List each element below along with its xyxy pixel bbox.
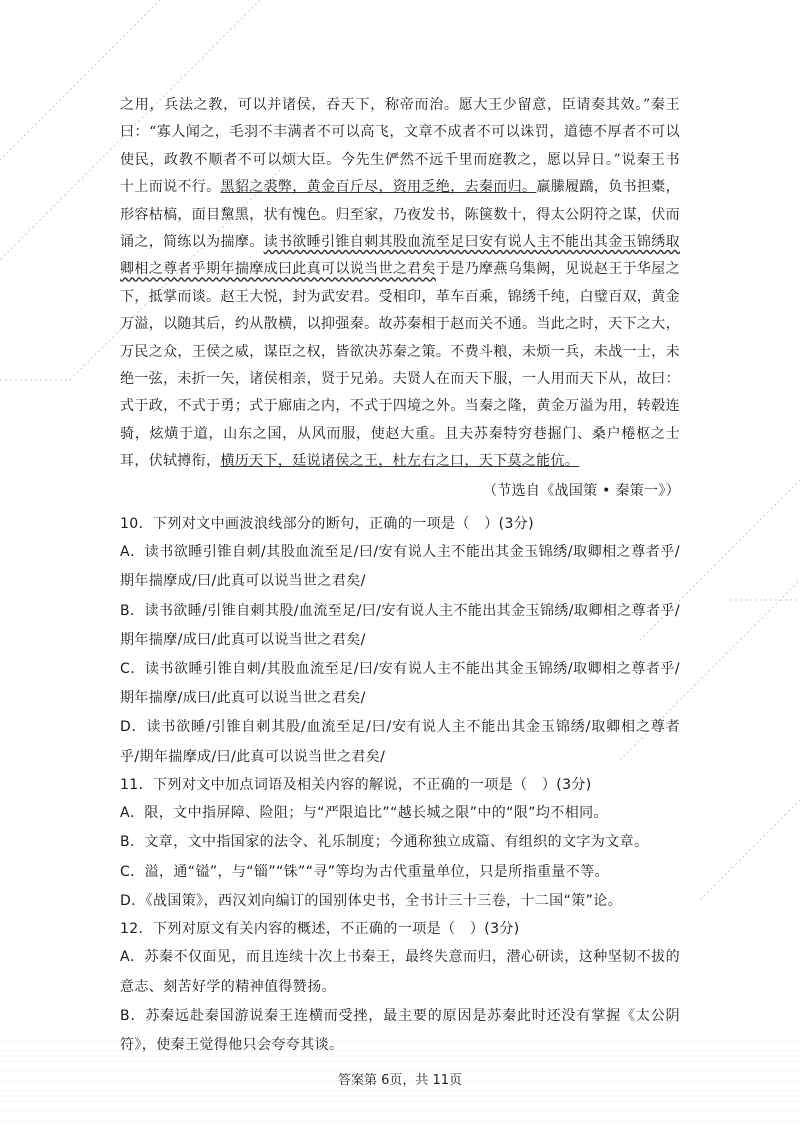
option-a: A．读书欲睡引锥自刺/其股血流至足/曰/安有说人主不能出其金玉锦绣/取卿相之尊者乎/期年揣摩成/曰/此真可以说当世之君矣/ <box>120 544 680 590</box>
question-stem: 11．下列对文中加点词语及相关内容的解说，不正确的一项是（ ）(3分) <box>120 776 592 793</box>
option-a: A．苏秦不仅面见，而且连续十次上书秦王，最终失意而归，潜心研读，这种坚韧不拔的意志、刻苦好学的精神值得赞扬。 <box>120 949 680 995</box>
question-12 <box>120 916 680 1060</box>
option-b: B．苏秦远赴秦国游说秦王连横而受挫，最主要的原因是苏秦此时还没有掌握《太公阴符》，使秦王觉得他只会夸夸其谈。 <box>120 1007 680 1053</box>
questions <box>120 511 680 1060</box>
underlined-sentence-1: 黑貂之裘弊，黄金百斤尽，资用乏绝，去秦而归。 <box>220 179 537 196</box>
option-c: C．读书欲睡引锥自刺/其股血流至足/曰/安有说人主不能出其金玉锦绣/取卿相之尊者乎/期年揣摩/成曰/此真可以说当世之君矣/ <box>120 660 680 707</box>
page-content <box>120 92 680 1060</box>
question-10 <box>120 511 680 772</box>
wavy-underlined-section: 读书欲睡引锥自刺其股血流至足曰安有说人主不能出其金玉锦绣取卿相之尊者乎期年揣摩成曰此真可以说当世之君矣 <box>120 234 680 278</box>
option-b: B．文章，文中指国家的法令、礼乐制度；今通称独立成篇、有组织的文字为文章。 <box>120 834 649 851</box>
source-citation: （节选自《战国策 • 秦策一》） <box>483 482 680 499</box>
question-stem: 10．下列对文中画波浪线部分的断句，正确的一项是（ ）(3分) <box>120 515 535 532</box>
question-stem: 12．下列对原文有关内容的概述，不正确的一项是（ ）(3分) <box>120 920 520 937</box>
passage-text <box>120 92 680 476</box>
option-b: B．读书欲睡/引锥自刺其股/血流至足/曰/安有说人主不能出其金玉锦绣/取卿相之尊者乎/期年揣摩/成曰/此真可以说当世之君矣/ <box>120 602 680 648</box>
passage-part-1: 之用，兵法之教，可以并诸侯，吞天下，称帝而治。愿大王少留意，臣请奏其效。”秦王曰：“寡人闻之，毛羽不丰满者不可以高飞，文章不成者不可以诛罚，道德不厚者不可以使民，政教不顺者不可以烦大臣。今先生俨然不远千里而庭教之，愿以异日。”说秦王书十上而说不行。 <box>120 97 680 196</box>
option-d: D．读书欲睡/引锥自刺其股/血流至足/曰/安有说人主不能出其金玉锦绣/取卿相之尊者乎/期年揣摩成/曰/此真可以说当世之君矣/ <box>120 719 680 765</box>
option-c: C．溢，通“镒”，与“锱”“铢”“寻”等均为古代重量单位，只是所指重量不等。 <box>120 863 609 880</box>
passage <box>120 92 680 476</box>
page-footer: 答案第 6页，共 11页 <box>337 1073 463 1088</box>
passage-part-2: 羸縢履蹻，负书担橐，形容枯槁，面目黧黑，状有愧色。归至家，乃夜发书，陈箧数十，得太公阴符之谋，伏而诵之，简练以为揣摩。 <box>120 179 681 251</box>
option-a: A．限，文中指屏障、险阻；与“严限追比”“越长城之限”中的“限”均不相同。 <box>120 805 608 822</box>
option-d: D．《战国策》，西汉刘向编订的国别体史书，全书计三十三卷，十二国“策”论。 <box>120 892 623 909</box>
underlined-sentence-2: 横历天下，廷说诸侯之王，杜左右之口，天下莫之能伉。 <box>220 453 580 470</box>
passage-part-3: 于是乃摩燕乌集阙，见说赵王于华屋之下，抵掌而谈。赵王大悦，封为武安君。受相印，革车百乘，锦绣千纯，白璧百双，黄金万溢，以随其后，约从散横，以抑强秦。故苏秦相于赵而关不通。当此之时，天下之大，万民之众，王侯之威，谋臣之权，皆欲决苏秦之策。不费斗粮，未烦一兵，未战一士，未绝一弦，未折一矢，诸侯相亲，贤于兄弟。夫贤人在而天下服，一人用而天下从，故曰：式于政，不式于勇；式于廊庙之内，不式于四境之外。当秦之隆，黄金万溢为用，转毂连骑，炫熿于道，山东之国，从风而服，使赵大重。且夫苏秦特穷巷掘门、桑户棬枢之士耳，伏轼撙衔， <box>120 261 681 470</box>
question-11 <box>120 772 680 916</box>
